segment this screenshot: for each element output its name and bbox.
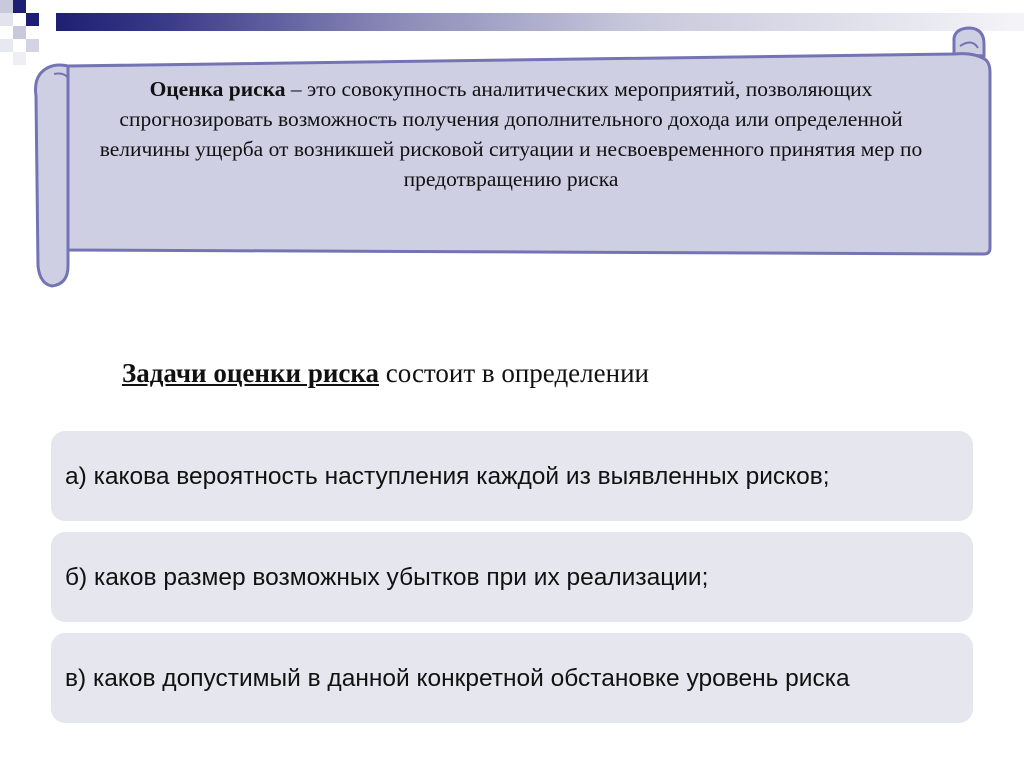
task-item-text: а) какова вероятность наступления каждой из выявленных рисков; bbox=[65, 462, 830, 490]
definition-term: Оценка риска bbox=[149, 77, 286, 101]
task-card-b bbox=[51, 532, 973, 622]
task-card-a bbox=[51, 431, 973, 521]
task-item-text: в) каков допустимый в данной конкретной обстановке уровень риска bbox=[65, 664, 850, 692]
tasks-heading-rest: состоит в определении bbox=[379, 358, 649, 388]
task-card-c bbox=[51, 633, 973, 723]
risk-definition bbox=[96, 74, 926, 194]
tasks-heading bbox=[122, 358, 649, 389]
task-item-text: б) каков размер возможных убытков при их реализации; bbox=[65, 563, 709, 591]
tasks-heading-strong: Задачи оценки риска bbox=[122, 358, 380, 388]
definition-text: – это совокупность аналитических мероприятий, позволяющих спрогнозировать возможность получения дополнительного дохода или определенной величины ущерба от возникшей рисковой ситуации и несвоевременного принятия мер по предотвращению риска bbox=[99, 77, 923, 191]
